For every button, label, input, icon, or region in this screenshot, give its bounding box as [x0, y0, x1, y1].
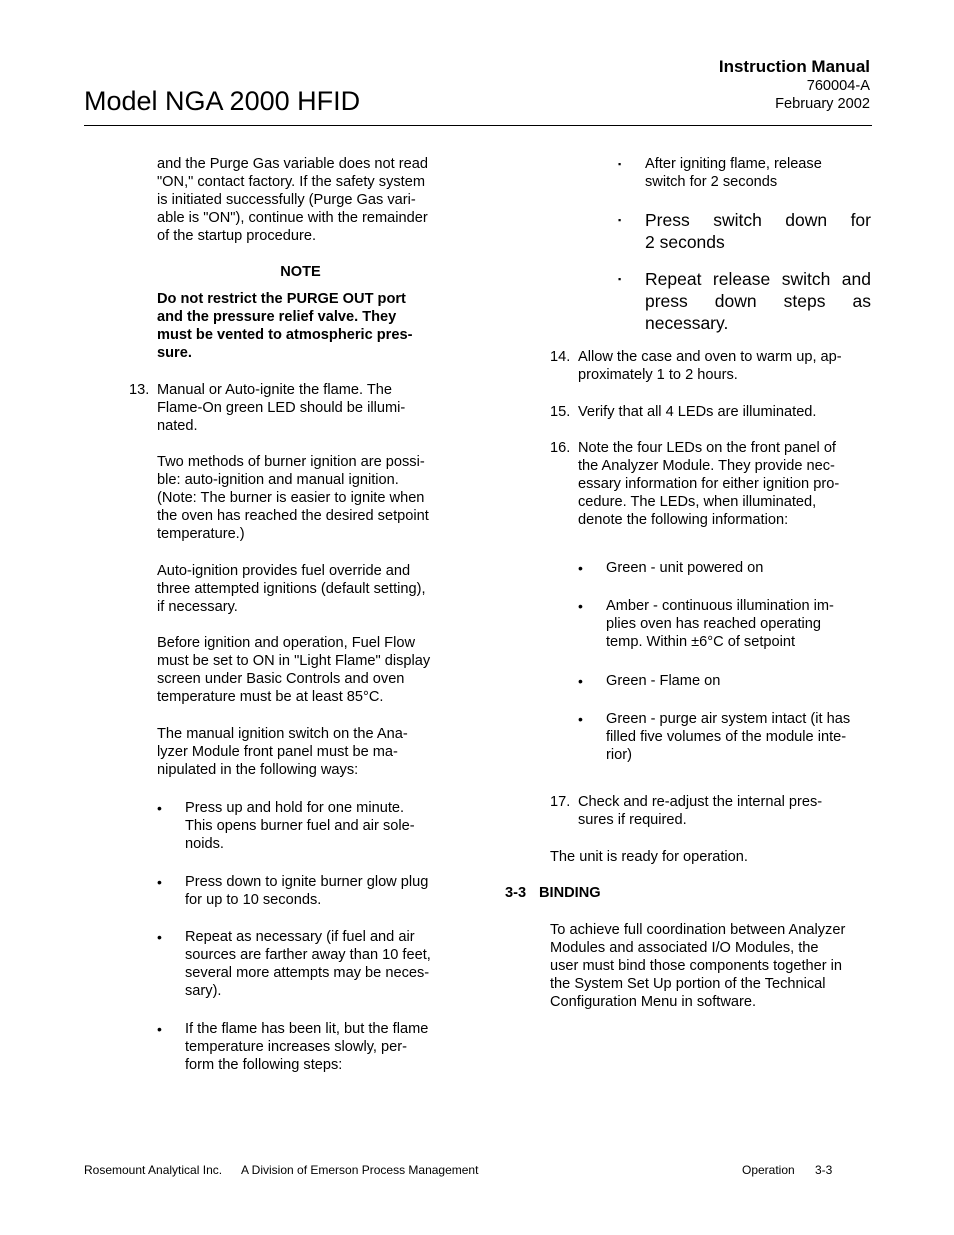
text-line: Check and re-adjust the internal pres- — [578, 794, 823, 810]
bullet-icon: • — [578, 598, 583, 614]
note-heading: NOTE — [280, 264, 321, 280]
text-line: nated. — [157, 418, 198, 434]
square-bullet-icon: ▪ — [618, 274, 622, 284]
text-line: The manual ignition switch on the Ana- — [157, 726, 408, 742]
text-line: Green - purge air system intact (it has — [606, 711, 851, 727]
bullet-icon: • — [578, 560, 583, 576]
text-line: Repeat release switch and — [645, 269, 871, 289]
step-15-number: 15. — [550, 404, 571, 420]
led-item — [606, 710, 876, 764]
text-line: Repeat as necessary (if fuel and air — [185, 929, 415, 945]
bullet-icon: • — [157, 874, 162, 890]
bullet-item — [185, 1020, 460, 1074]
intro-paragraph — [157, 155, 457, 245]
text-line: user must bind those components together in — [550, 958, 843, 974]
text-line: sures if required. — [578, 812, 687, 828]
binding-paragraph — [550, 921, 875, 1011]
text-line: filled five volumes of the module inte- — [606, 729, 847, 745]
text-line: temperature.) — [157, 526, 245, 542]
doc-date: February 2002 — [775, 96, 870, 112]
led-item — [606, 559, 876, 577]
text-line: Amber - continuous illumination im- — [606, 598, 834, 614]
text-line: the Analyzer Module. They provide nec- — [578, 458, 835, 474]
ready-statement: The unit is ready for operation. — [550, 849, 748, 865]
doc-number: 760004-A — [806, 78, 870, 94]
text-line: Modules and associated I/O Modules, the — [550, 940, 819, 956]
text-line: Note the four LEDs on the front panel of — [578, 440, 836, 456]
page-number: 3-3 — [815, 1163, 833, 1177]
text-line: denote the following information: — [578, 512, 789, 528]
text-line: must be vented to atmospheric pres- — [157, 327, 413, 343]
text-line: if necessary. — [157, 599, 238, 615]
text-line: switch for 2 seconds — [645, 174, 778, 190]
text-line: Green - unit powered on — [606, 560, 764, 576]
text-line: is initiated successfully (Purge Gas vari- — [157, 192, 416, 208]
text-line: rior) — [606, 747, 632, 763]
sub-step — [645, 268, 871, 334]
bullet-item — [185, 928, 460, 1000]
text-line: and the Purge Gas variable does not read — [157, 156, 428, 172]
text-line: Verify that all 4 LEDs are illuminated. — [578, 404, 817, 420]
text-line: press down steps as — [645, 291, 871, 311]
ignition-methods-paragraph — [157, 453, 457, 543]
step-14-number: 14. — [550, 349, 571, 365]
text-line: the oven has reached the desired setpoint — [157, 508, 429, 524]
footer-section: Operation — [742, 1163, 795, 1177]
text-line: Two methods of burner ignition are possi- — [157, 454, 425, 470]
sub-step — [645, 209, 871, 253]
step-17-text — [578, 793, 873, 829]
text-line: Configuration Menu in software. — [550, 994, 757, 1010]
text-line: After igniting flame, release — [645, 156, 822, 172]
text-line: sources are farther away than 10 feet, — [185, 947, 431, 963]
text-line: screen under Basic Controls and oven — [157, 671, 405, 687]
step-16-number: 16. — [550, 440, 571, 456]
text-line: Press switch down for — [645, 210, 871, 230]
text-line: for up to 10 seconds. — [185, 892, 322, 908]
bullet-icon: • — [157, 929, 162, 945]
text-line: of the startup procedure. — [157, 228, 317, 244]
step-14-text — [578, 348, 873, 384]
text-line: necessary. — [645, 313, 729, 333]
text-line: (Note: The burner is easier to ignite when — [157, 490, 425, 506]
step-17-number: 17. — [550, 794, 571, 810]
text-line: temperature must be at least 85°C. — [157, 689, 384, 705]
section-title: BINDING — [539, 885, 601, 901]
step-15-text — [578, 403, 873, 421]
before-ignition-paragraph — [157, 634, 457, 706]
footer-company: Rosemount Analytical Inc. — [84, 1163, 223, 1177]
text-line: Do not restrict the PURGE OUT port — [157, 291, 406, 307]
step-13-text — [157, 381, 457, 435]
text-line: nipulated in the following ways: — [157, 762, 359, 778]
header-rule — [84, 125, 872, 126]
text-line: noids. — [185, 836, 224, 852]
text-line: lyzer Module front panel must be ma- — [157, 744, 398, 760]
document-title: Model NGA 2000 HFID — [84, 86, 361, 116]
text-line: Before ignition and operation, Fuel Flow — [157, 635, 415, 651]
text-line: and the pressure relief valve. They — [157, 309, 397, 325]
bullet-item — [185, 873, 460, 909]
text-line: the System Set Up portion of the Technical — [550, 976, 826, 992]
text-line: able is "ON"), continue with the remainder — [157, 210, 428, 226]
bullet-item — [185, 799, 460, 853]
text-line: Auto-ignition provides fuel override and — [157, 563, 411, 579]
bullet-icon: • — [157, 800, 162, 816]
text-line: form the following steps: — [185, 1057, 343, 1073]
bullet-icon: • — [157, 1021, 162, 1037]
square-bullet-icon: ▪ — [618, 215, 622, 225]
text-line: This opens burner fuel and air sole- — [185, 818, 415, 834]
text-line: Press up and hold for one minute. — [185, 800, 405, 816]
footer-division: A Division of Emerson Process Management — [241, 1163, 479, 1177]
text-line: "ON," contact factory. If the safety system — [157, 174, 426, 190]
bullet-icon: • — [578, 673, 583, 689]
text-line: cedure. The LEDs, when illuminated, — [578, 494, 817, 510]
text-line: essary information for either ignition pro- — [578, 476, 840, 492]
led-item — [606, 672, 876, 690]
note-body — [157, 290, 457, 362]
text-line: plies oven has reached operating — [606, 616, 822, 632]
text-line: three attempted ignitions (default setting), — [157, 581, 426, 597]
step-16-text — [578, 439, 873, 529]
section-number: 3-3 — [505, 885, 527, 901]
text-line: proximately 1 to 2 hours. — [578, 367, 738, 383]
text-line: sary). — [185, 983, 222, 999]
sub-step — [645, 155, 871, 191]
text-line: Green - Flame on — [606, 673, 721, 689]
bullet-icon: • — [578, 711, 583, 727]
text-line: ble: auto-ignition and manual ignition. — [157, 472, 399, 488]
text-line: Manual or Auto-ignite the flame. The — [157, 382, 392, 398]
text-line: must be set to ON in "Light Flame" display — [157, 653, 431, 669]
square-bullet-icon: ▪ — [618, 159, 622, 169]
step-13-number: 13. — [129, 382, 150, 398]
text-line: Allow the case and oven to warm up, ap- — [578, 349, 842, 365]
text-line: Flame-On green LED should be illumi- — [157, 400, 406, 416]
manual-label: Instruction Manual — [718, 57, 870, 76]
text-line: sure. — [157, 345, 192, 361]
text-line: 2 seconds — [645, 232, 725, 252]
text-line: temp. Within ±6°C of setpoint — [606, 634, 796, 650]
text-line: If the flame has been lit, but the flame — [185, 1021, 429, 1037]
text-line: Press down to ignite burner glow plug — [185, 874, 429, 890]
led-item — [606, 597, 876, 651]
text-line: To achieve full coordination between Analyzer — [550, 922, 846, 938]
text-line: several more attempts may be neces- — [185, 965, 430, 981]
manual-ignition-paragraph — [157, 725, 457, 779]
auto-ignition-paragraph — [157, 562, 457, 616]
text-line: temperature increases slowly, per- — [185, 1039, 407, 1055]
